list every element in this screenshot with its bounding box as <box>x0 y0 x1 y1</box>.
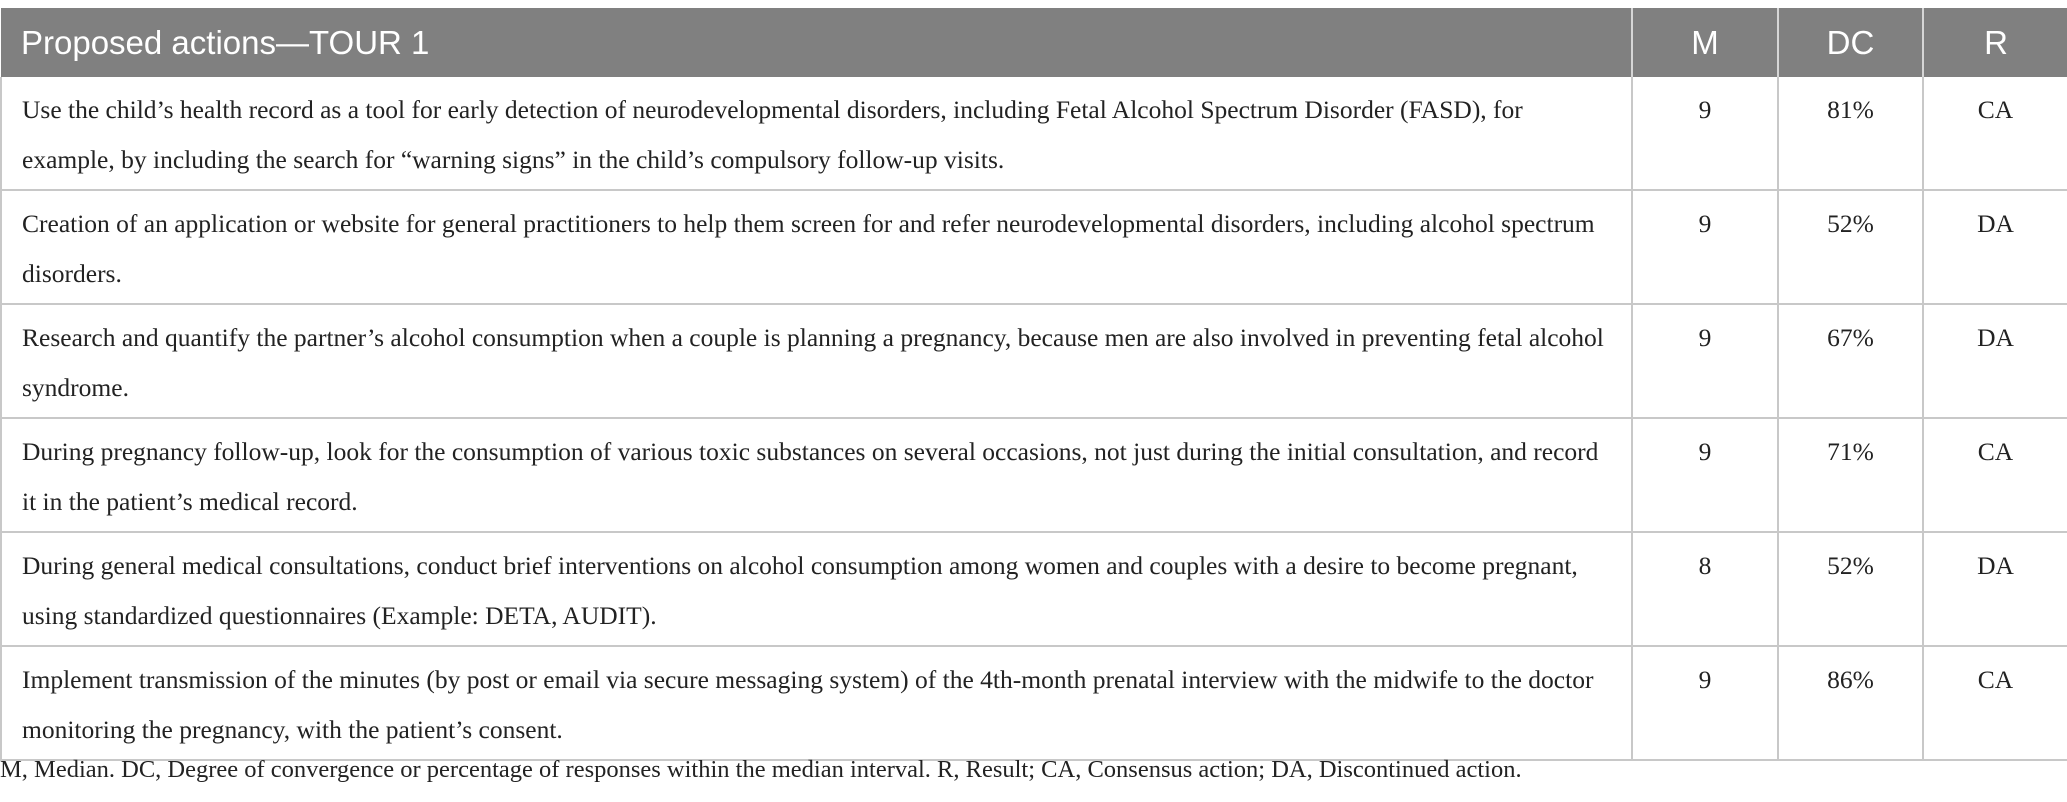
header-degree-of-convergence: DC <box>1778 8 1923 77</box>
convergence-cell: 81% <box>1778 77 1923 190</box>
table-row <box>1 418 2067 532</box>
result-cell: DA <box>1923 532 2067 646</box>
convergence-cell: 67% <box>1778 304 1923 418</box>
result-cell: CA <box>1923 77 2067 190</box>
header-median: M <box>1632 8 1778 77</box>
action-cell: Implement transmission of the minutes (by post or email via secure messaging system) of the 4th-month prenatal interview with the midwife to the doctor monitoring the pregnancy, with the patient’s consent. <box>1 646 1632 760</box>
table-header-row <box>1 8 2067 77</box>
convergence-cell: 86% <box>1778 646 1923 760</box>
table-row <box>1 532 2067 646</box>
median-cell: 9 <box>1632 304 1778 418</box>
table-row <box>1 646 2067 760</box>
convergence-cell: 52% <box>1778 532 1923 646</box>
table-row <box>1 190 2067 304</box>
action-cell: During general medical consultations, conduct brief interventions on alcohol consumption among women and couples with a desire to become pregnant, using standardized questionnaires (Example: DETA, AUDIT). <box>1 532 1632 646</box>
result-cell: CA <box>1923 646 2067 760</box>
results-table-container <box>0 8 2067 761</box>
table-footnote: M, Median. DC, Degree of convergence or percentage of responses within the median interval. R, Result; CA, Consensus action; DA, Discontinued action. <box>0 756 1522 783</box>
header-result: R <box>1923 8 2067 77</box>
result-cell: CA <box>1923 418 2067 532</box>
median-cell: 9 <box>1632 418 1778 532</box>
action-cell: Use the child’s health record as a tool for early detection of neurodevelopmental disorders, including Fetal Alcohol Spectrum Disorder (FASD), for example, by including the search for “warning signs” in the child’s compulsory follow-up visits. <box>1 77 1632 190</box>
header-proposed-actions: Proposed actions—TOUR 1 <box>1 8 1632 77</box>
proposed-actions-table <box>0 8 2067 761</box>
table-row <box>1 304 2067 418</box>
median-cell: 9 <box>1632 77 1778 190</box>
action-cell: During pregnancy follow-up, look for the consumption of various toxic substances on several occasions, not just during the initial consultation, and record it in the patient’s medical record. <box>1 418 1632 532</box>
action-cell: Creation of an application or website for general practitioners to help them screen for and refer neurodevelopmental disorders, including alcohol spectrum disorders. <box>1 190 1632 304</box>
median-cell: 8 <box>1632 532 1778 646</box>
convergence-cell: 52% <box>1778 190 1923 304</box>
result-cell: DA <box>1923 190 2067 304</box>
convergence-cell: 71% <box>1778 418 1923 532</box>
action-cell: Research and quantify the partner’s alcohol consumption when a couple is planning a pregnancy, because men are also involved in preventing fetal alcohol syndrome. <box>1 304 1632 418</box>
median-cell: 9 <box>1632 190 1778 304</box>
result-cell: DA <box>1923 304 2067 418</box>
table-row <box>1 77 2067 190</box>
median-cell: 9 <box>1632 646 1778 760</box>
